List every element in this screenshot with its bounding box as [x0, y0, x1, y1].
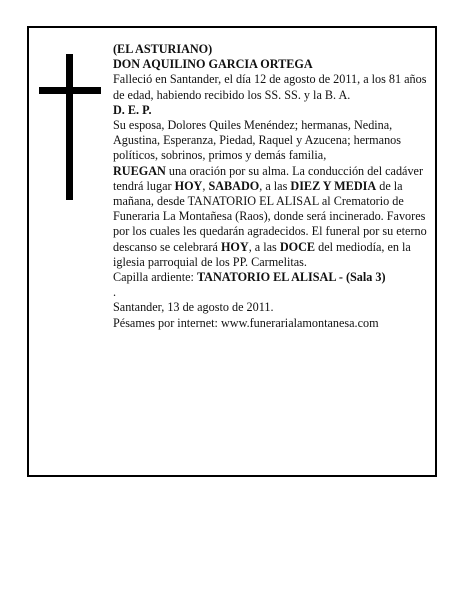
sabado-word: SABADO [208, 178, 260, 193]
obituary-card [27, 26, 437, 477]
hoy-word-2: HOY [220, 239, 249, 254]
obituary-text [113, 42, 431, 331]
chapel-end: . [113, 285, 117, 300]
cross-horizontal-bar [39, 87, 101, 94]
ruegan-word: RUEGAN [113, 163, 166, 178]
request-text-2: , [202, 178, 209, 193]
time-1: DIEZ Y MEDIA [290, 178, 377, 193]
request-text-3: , a las [259, 178, 291, 193]
request-text-6: del mediodía, en la iglesia parroquial de los PP. Carmelitas. [113, 239, 411, 269]
date-line: Santander, 13 de agosto de 2011. [113, 300, 274, 315]
death-details: Falleció en Santander, el día 12 de agosto de 2011, a los 81 años de edad, habiendo recibido los SS. SS. y la B. A. [113, 72, 427, 102]
deceased-name: DON AQUILINO GARCIA ORTEGA [113, 57, 313, 72]
hoy-word-1: HOY [174, 178, 203, 193]
ceremony-details [113, 164, 431, 270]
dep-line: D. E. P. [113, 102, 152, 117]
chapel-label: Capilla ardiente: [113, 270, 197, 285]
chapel-line [113, 270, 431, 285]
request-text-4: de la mañana, desde TANATORIO EL ALISAL al Crematorio de Funeraria La Montañesa (Raos), donde será incinerado. Favores por los cuales les quedarán agradecidos. El funeral por su eterno descanso se celebrará [113, 178, 427, 254]
request-text-5: , a las [248, 239, 280, 254]
chapel-location: TANATORIO EL ALISAL - (Sala 3) [196, 270, 386, 285]
cross-icon [39, 54, 101, 200]
obituary-header: (EL ASTURIANO) [113, 42, 213, 56]
cross-vertical-bar [66, 54, 73, 200]
time-2: DOCE [279, 239, 316, 254]
request-text-1: una oración por su alma. La conducción del cadáver tendrá lugar [113, 163, 424, 193]
family-list: Su esposa, Dolores Quiles Menéndez; hermanas, Nedina, Agustina, Esperanza, Piedad, Raquel y Azucena; hermanos políticos, sobrinos, primos y demás familia, [113, 118, 402, 163]
condolences-line: Pésames por internet: www.funerarialamontanesa.com [113, 315, 379, 330]
